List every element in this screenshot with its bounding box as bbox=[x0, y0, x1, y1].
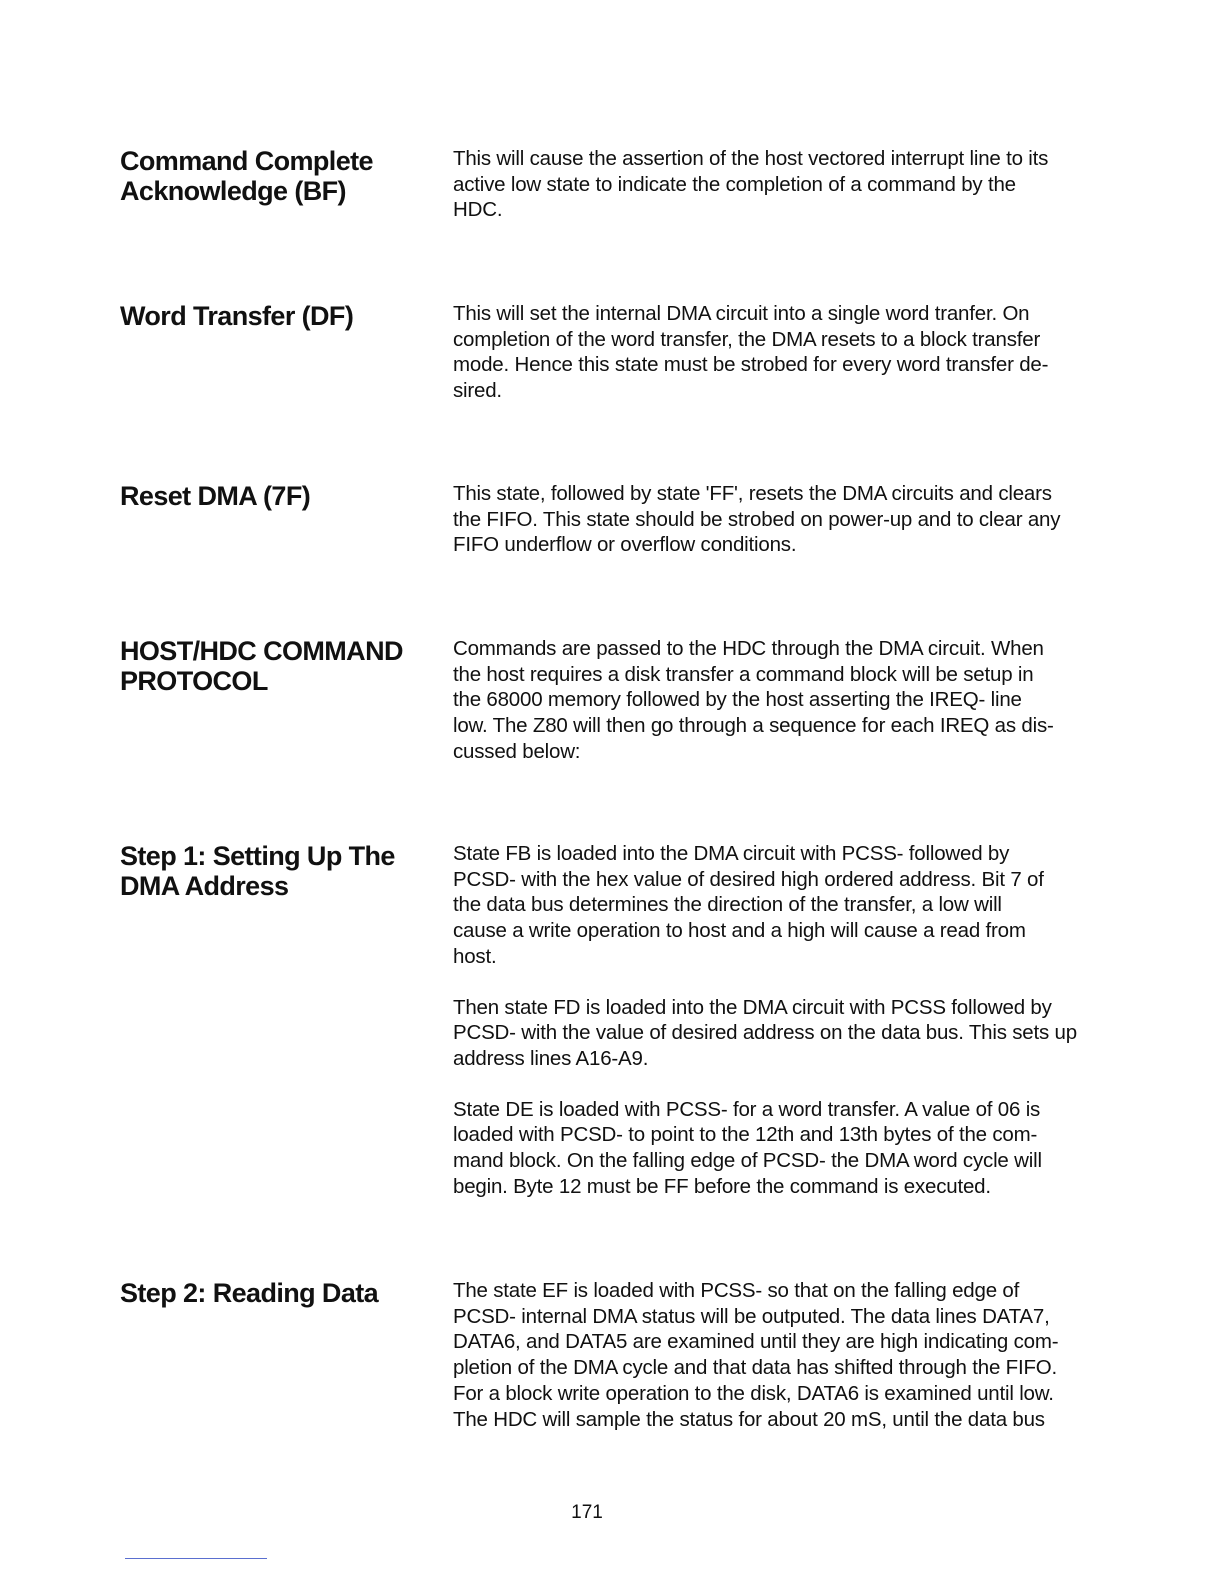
paragraph: Then state FD is loaded into the DMA circuit with PCSS followed by PCSD- with the value of desired address on the data bus. This sets up address lines A16-A9. bbox=[453, 995, 1077, 1070]
section-body bbox=[453, 146, 1093, 223]
section-heading: Command Complete Acknowledge (BF) bbox=[120, 146, 373, 206]
section-body bbox=[453, 1278, 1093, 1432]
footer-divider bbox=[125, 1558, 267, 1559]
paragraph: State FB is loaded into the DMA circuit with PCSS- followed by PCSD- with the hex value of desired high ordered address. Bit 7 of the data bus determines the direction of the transfer, a low will cause a write operation to host and a high will cause a read from host. bbox=[453, 842, 1044, 968]
paragraph: The state EF is loaded with PCSS- so that on the falling edge of PCSD- internal DMA status will be outputed. The data lines DATA7, DATA6, and DATA5 are examined until they are high indicating com- pletion of the DMA cycle and that data has shifted through the FIFO. For a block write operation to the disk, DATA6 is examined until low. The HDC will sample the status for about 20 mS, until the data bus bbox=[453, 1279, 1059, 1431]
section-heading: Step 1: Setting Up The DMA Address bbox=[120, 841, 395, 901]
paragraph: Commands are passed to the HDC through the DMA circuit. When the host requires a disk transfer a command block will be setup in the 68000 memory followed by the host asserting the IREQ- line low. The Z80 will then go through a sequence for each IREQ as dis- cussed below: bbox=[453, 637, 1054, 763]
section-body bbox=[453, 636, 1093, 765]
paragraph: This will set the internal DMA circuit into a single word tranfer. On completion of the word transfer, the DMA resets to a block transfer mode. Hence this state must be strobed for every word transfer de- sired. bbox=[453, 302, 1049, 403]
section-body bbox=[453, 301, 1093, 404]
section-heading: Step 2: Reading Data bbox=[120, 1278, 379, 1308]
paragraph: State DE is loaded with PCSS- for a word transfer. A value of 06 is loaded with PCSD- to point to the 12th and 13th bytes of the com- mand block. On the falling edge of PCSD- the DMA word cycle will begin. Byte 12 must be FF before the command is executed. bbox=[453, 1097, 1042, 1198]
paragraph: This state, followed by state 'FF', resets the DMA circuits and clears the FIFO. This state should be strobed on power-up and to clear any FIFO underflow or overflow conditions. bbox=[453, 482, 1061, 557]
section-heading: Reset DMA (7F) bbox=[120, 481, 311, 511]
section-heading: Word Transfer (DF) bbox=[120, 301, 354, 331]
section-body bbox=[453, 481, 1093, 558]
section-heading: HOST/HDC COMMAND PROTOCOL bbox=[120, 636, 403, 696]
section-body bbox=[453, 841, 1093, 1199]
paragraph: This will cause the assertion of the host vectored interrupt line to its active low state to indicate the completion of a command by the HDC. bbox=[453, 147, 1049, 222]
page-number: 171 bbox=[571, 1502, 603, 1523]
